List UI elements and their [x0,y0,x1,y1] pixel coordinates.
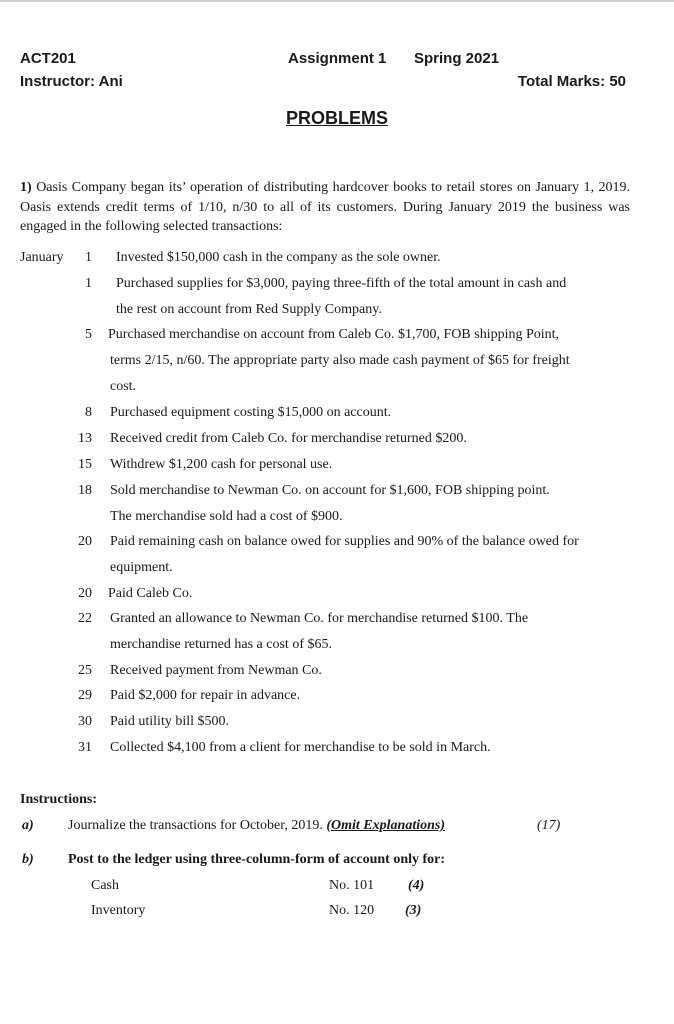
transaction-day: 29 [78,688,92,703]
transaction-text: Paid Caleb Co. [108,586,193,601]
course-code: ACT201 [20,50,76,67]
transaction-day: 22 [78,611,92,626]
transaction-day: 5 [85,327,92,342]
account-name: Cash [91,878,119,893]
page-title: PROBLEMS [285,108,388,128]
transaction-day: 25 [78,663,92,678]
transaction-text: Invested $150,000 cash in the company as the sole owner. [116,250,441,265]
month-label: January [20,250,64,265]
transaction-day: 18 [78,483,92,498]
transaction-text: The merchandise sold had a cost of $900. [110,509,343,524]
instruction-a-body: Journalize the transactions for October, 2019. [68,818,327,833]
transaction-day: 20 [78,586,92,601]
transaction-text: Paid remaining cash on balance owed for supplies and 90% of the balance owed for [110,534,579,549]
top-border [0,0,674,2]
transaction-text: the rest on account from Red Supply Company. [116,302,382,317]
transaction-text: Received credit from Caleb Co. for merchandise returned $200. [110,431,467,446]
transaction-day: 20 [78,534,92,549]
transaction-text: Sold merchandise to Newman Co. on account for $1,600, FOB shipping point. [110,483,550,498]
total-marks: Total Marks: 50 [517,73,626,90]
transaction-day: 1 [85,250,92,265]
transaction-text: Purchased equipment costing $15,000 on account. [110,405,392,420]
instruction-a-label: a) [22,818,34,833]
instruction-a-marks: (17) [537,818,561,833]
transaction-text: merchandise returned has a cost of $65. [110,637,332,652]
transaction-text: Paid $2,000 for repair in advance. [110,688,301,703]
instructions-heading: Instructions: [20,792,98,807]
transaction-text: terms 2/15, n/60. The appropriate party also made cash payment of $65 for freight [110,353,570,368]
problem-intro [20,178,630,237]
transaction-text: Granted an allowance to Newman Co. for merchandise returned $100. The [110,611,529,626]
transaction-text: Purchased supplies for $3,000, paying three-fifth of the total amount in cash and [116,276,567,291]
transaction-text: equipment. [110,560,173,575]
instruction-b-label: b) [22,852,34,867]
transaction-text: Received payment from Newman Co. [110,663,322,678]
problem-number: 1) [20,180,32,195]
transaction-text: Collected $4,100 from a client for merchandise to be sold in March. [110,740,491,755]
instructor-name: Instructor: Ani [20,73,123,90]
instruction-b-text: Post to the ledger using three-column-form of account only for: [68,852,446,867]
transaction-day: 30 [78,714,92,729]
instruction-a-text [68,818,445,834]
transaction-day: 31 [78,740,92,755]
transaction-day: 1 [85,276,92,291]
transaction-text: Paid utility bill $500. [110,714,230,729]
omit-explanations-note: (Omit Explanations) [326,818,445,833]
transaction-text: Withdrew $1,200 cash for personal use. [110,457,333,472]
account-number: No. 101 [329,878,375,893]
transaction-text: cost. [110,379,137,394]
problem-intro-text: Oasis Company began its’ operation of distributing hardcover books to retail stores on January 1, 2019. Oasis extends credit terms of 1/10, n/30 to all of its customers. During January 2019 the business was engaged in the following selected transactions: [20,180,631,234]
account-marks: (4) [408,878,425,893]
term-label: Spring 2021 [414,50,500,67]
account-name: Inventory [91,903,146,918]
transaction-day: 8 [85,405,92,420]
transaction-day: 13 [78,431,92,446]
account-marks: (3) [405,903,422,918]
account-number: No. 120 [329,903,375,918]
assignment-label: Assignment 1 [288,50,387,67]
transaction-text: Purchased merchandise on account from Caleb Co. $1,700, FOB shipping Point, [108,327,560,342]
transaction-day: 15 [78,457,92,472]
